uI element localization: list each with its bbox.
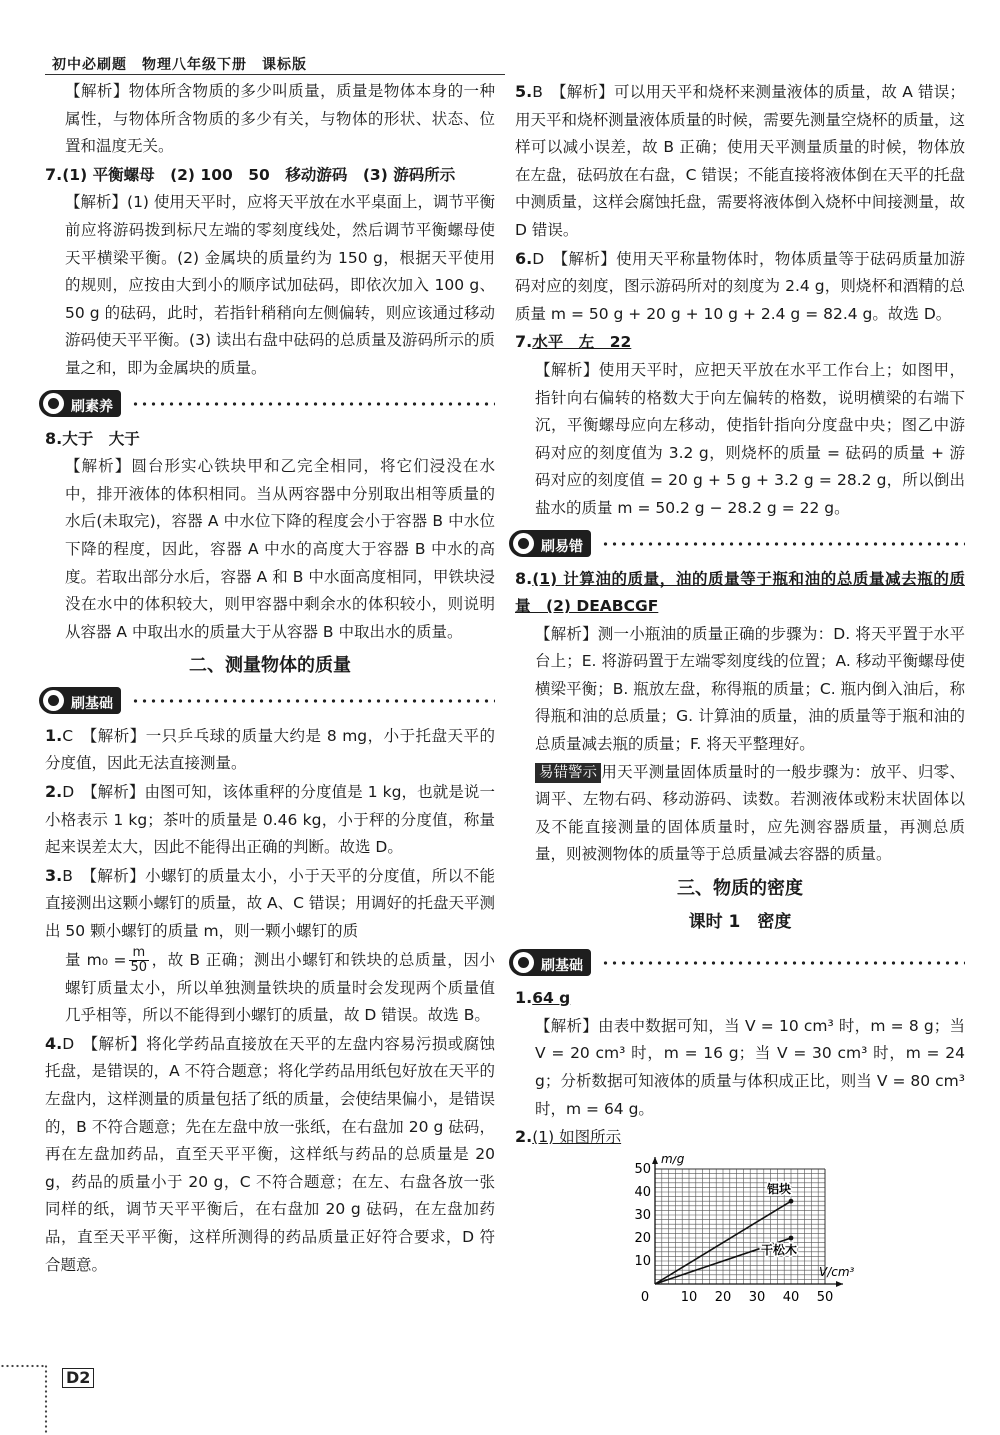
q3-text-b-pre: 量 m₀ = <box>65 950 127 969</box>
r1-explanation: 【解析】由表中数据可知，当 V = 10 cm³ 时，m = 8 g；当 V = 20 cm³ 时，m = 16 g；当 V = 30 cm³ 时，m = 24 g；分析数据可知液体的质量与体积成正比，则当 V = 80 cm³ 时，m = 64 g。 <box>535 1016 965 1118</box>
q6-text: D 【解析】使用天平称量物体时，物体质量等于砝码质量加游码对应的刻度，图示游码所对的刻度为 2.4 g，则烧杯和酒精的总质量 m = 50 g + 20 g + 10 g + 2.4 g = 82.4 g。故选 D。 <box>515 249 965 323</box>
band-badge <box>509 530 591 557</box>
q8-number: 8. <box>45 428 63 448</box>
q5-text: B 【解析】可以用天平和烧杯来测量液体的质量，故 A 错误；用天平和烧杯测量液体质量的时候，需要先测量空烧杯的质量，这样可以减小误差，故 B 正确；使用天平测量质量的时候，物体放在左盘，砝码放在右盘，C 错误；不能直接将液体倒在天平的托盘中测质量，这样会腐蚀托盘，需要将液体倒入烧杯中间接测量，故 D 错误。 <box>515 83 965 239</box>
left-column <box>45 78 495 1279</box>
r2-item <box>515 1123 965 1152</box>
q5-number: 5. <box>515 82 533 101</box>
q7-answer-text: 水平 左 22 <box>532 333 632 352</box>
warning-note <box>515 759 965 869</box>
warning-text: 用天平测量固体质量时的一般步骤为：放平、归零、调平、左物右码、移动游码、读数。若测液体或粉末状固体以及不能直接测量的固体质量时，应先测容器质量，再测总质量，则被测物体的质量等于总质量减去容器的质量。 <box>535 762 965 864</box>
q6-explanation-tail: 【解析】物体所含物质的多少叫质量，质量是物体本身的一种属性，与物体所含物质的多少有关，与物体的形状、状态、位置和温度无关。 <box>65 82 495 156</box>
q6-number: 6. <box>515 248 533 268</box>
q3-item-cont <box>45 946 495 1030</box>
q1-item <box>45 722 495 778</box>
dotted-rule <box>601 542 965 546</box>
band-shua-yi-cuo <box>509 527 965 561</box>
q4-number: 4. <box>45 1033 63 1053</box>
lesson-title: 课时 1 密度 <box>688 911 792 932</box>
dotted-rule <box>131 402 495 406</box>
r2-answer: (1) 如图所示 <box>532 1128 622 1147</box>
q3-text-a: B 【解析】小螺钉的质量太小，小于天平的分度值，所以不能直接测出这颗小螺钉的质量，故 A、C 错误；用调好的托盘天平测出 50 颗小螺钉的质量 m，则一颗小螺钉的质 <box>45 866 495 941</box>
band-shua-ji-chu-2 <box>509 946 965 980</box>
header-rule <box>45 74 505 75</box>
q3-number: 3. <box>45 865 63 885</box>
series-end-point <box>789 1235 794 1240</box>
fraction-numerator: m <box>132 944 146 960</box>
q8-explanation: 【解析】圆台形实心铁块甲和乙完全相同，将它们浸没在水中，排开液体的体积相同。当从两容器中分别取出相等质量的水后(未取完)，容器 A 中水位下降的程度会小于容器 B 中水位下降的程度，因此，容器 A 中水的高度大于容器 B 中水的高度。若取出部分水后，容器 A 和 B 中水面高度相同，甲铁块浸没在水中的体积较大，则甲容器中剩余水的体积较小，则说明从容器 A 中取出水的质量大于从容器 B 中取出水的质量。 <box>65 457 495 641</box>
section-title-mass: 二、测量物体的质量 <box>189 655 351 677</box>
warning-label: 易错警示 <box>535 763 601 783</box>
dotted-rule <box>131 699 495 703</box>
r1-item <box>515 984 965 1013</box>
band-label: 刷素养 <box>71 398 113 415</box>
band-shua-ji-chu <box>39 684 495 718</box>
band-shu-su-yang <box>39 387 495 421</box>
pen-icon <box>43 393 64 414</box>
right-column <box>515 78 965 1315</box>
band-badge <box>39 390 121 417</box>
band-label: 刷基础 <box>541 958 583 975</box>
q7-explanation: 【解析】(1) 使用天平时，应将天平放在水平桌面上，调节平衡前应将游码拨到标尺左端的零刻度线处，然后调节平衡螺母使天平横梁平衡。(2) 金属块的质量约为 150 g，根据天平使用的规则，应按由大到小的顺序试加砝码，即依次加入 100 g、50 g 的砝码，此时，若指针稍稍向左侧偏转，则应该通过移动游码使天平平衡。(3) 读出右盘中砝码的总质量及游码所示的质量之和，即为金属块的质量。 <box>65 193 495 377</box>
y-tick-label: 30 <box>634 1207 651 1223</box>
series-label: 干松木 <box>760 1242 798 1257</box>
q8-number: 8. <box>515 568 533 588</box>
q2-text: D 【解析】由图可知，该体重秤的分度值是 1 kg，也就是说一小格表示 1 kg；茶叶的质量是 0.46 kg，小于秤的分度值，称量起来误差太大，因此不能得出正确的判断。故选 D。 <box>45 783 495 857</box>
x-tick-label: 30 <box>748 1289 766 1305</box>
footer-dotted-rule-vertical <box>44 1364 48 1435</box>
dotted-rule <box>601 961 965 965</box>
fraction-m-over-50 <box>129 946 150 975</box>
q6-item <box>515 245 965 329</box>
y-tick-label: 40 <box>634 1184 651 1200</box>
q5-item <box>515 78 965 245</box>
r2-number: 2. <box>515 1127 533 1147</box>
q7-number: 7. <box>45 164 63 184</box>
pen-icon <box>43 690 64 711</box>
y-tick-label: 20 <box>634 1230 651 1246</box>
band-label: 刷基础 <box>71 695 113 712</box>
q7-answer <box>45 161 495 190</box>
y-axis-label: m/g <box>661 1155 685 1166</box>
footer-dotted-rule <box>0 1364 46 1368</box>
running-header: 初中必刷题 物理八年级下册 课标版 <box>52 57 307 73</box>
q8-item <box>515 565 965 621</box>
q4-item <box>45 1030 495 1279</box>
q3-text-b-post: ，故 B 正确；测出小螺钉和铁块的总质量，因小螺钉质量太小，所以单独测量铁块的质量时会发现两个质量值几乎相等，所以不能得到小螺钉的质量，故 D 错误。故选 B。 <box>65 950 495 1025</box>
x-tick-label: 0 <box>640 1289 650 1305</box>
x-tick-label: 40 <box>782 1289 800 1305</box>
x-tick-label: 20 <box>714 1289 732 1305</box>
q2-item <box>45 778 495 862</box>
series-label: 铝块 <box>766 1181 792 1196</box>
band-badge <box>509 949 591 976</box>
x-tick-label: 10 <box>680 1289 698 1305</box>
page-number: D2 <box>62 1368 94 1388</box>
pen-icon <box>513 533 534 554</box>
q7-answer-text: (1) 平衡螺母 (2) 100 50 移动游码 (3) 游码所示 <box>62 165 456 184</box>
q8-answer-text: 大于 大于 <box>62 429 140 448</box>
pen-icon <box>513 952 534 973</box>
x-axis-arrow <box>836 1281 843 1287</box>
q1-text: C 【解析】一只乒乓球的质量大约是 8 mg，小于托盘天平的分度值，因此无法直接测量。 <box>45 726 495 773</box>
q8-explanation: 【解析】测一小瓶油的质量正确的步骤为：D. 将天平置于水平台上；E. 将游码置于左端零刻度线的位置；A. 移动平衡螺母使横梁平衡；B. 瓶放左盘，称得瓶的质量；C. 瓶内倒入油后，称得瓶和油的总质量；G. 计算油的质量，油的质量等于瓶和油的总质量减去瓶的质量；F. 将天平整理好。 <box>535 624 965 754</box>
x-tick-label: 50 <box>816 1289 834 1305</box>
r1-number: 1. <box>515 988 533 1008</box>
band-badge <box>39 687 121 714</box>
q4-text: D 【解析】将化学药品直接放在天平的左盘内容易污损或腐蚀托盘，是错误的，A 不符合题意；将化学药品用纸包好放在天平的左盘内，这样测量的质量包括了纸的质量，会使结果偏小，是错误的，B 不符合题意；先在左盘中放一张纸，在右盘加 20 g 砝码，再在左盘加药品，直至天平平衡，这样纸与药品的总质量是 20 g，药品的质量小于 20 g，C 不符合题意；在左、右盘各放一张同样的纸，调节天平平衡后，在右盘加 20 g 砝码，在左盘加药品，直至天平平衡，这样所测得的药品质量正好符合要求，D 符合题意。 <box>45 1034 495 1274</box>
q8-answer <box>45 425 495 454</box>
mass-volume-chart-wrap <box>633 1156 965 1316</box>
section-title-density: 三、物质的密度 <box>677 878 803 900</box>
fraction-denominator: 50 <box>130 959 148 975</box>
q8-answer-text: (1) 计算油的质量，油的质量等于瓶和油的总质量减去瓶的质量 (2) DEABCGF <box>515 569 965 616</box>
y-axis-arrow <box>652 1157 658 1164</box>
band-label: 刷易错 <box>541 538 583 555</box>
q3-item <box>45 862 495 946</box>
mass-volume-chart <box>633 1156 863 1306</box>
r1-answer: 64 g <box>532 989 571 1008</box>
series-end-point <box>789 1199 794 1204</box>
q7-number: 7. <box>515 332 533 352</box>
q7-explanation: 【解析】使用天平时，应把天平放在水平工作台上；如图甲，指针向右偏转的格数大于向左偏转的格数，说明横梁的右端下沉，平衡螺母应向左移动，使指针指向分度盘中央；图乙中游码对应的刻度值为 3.2 g，则烧杯的质量 = 砝码的质量 + 游码对应的刻度值 = 20 g + 5 g + 3.2 g = 28.2 g，所以倒出盐水的质量 m = 50.2 g − 28.2 g = 22 g。 <box>535 360 965 517</box>
q1-number: 1. <box>45 725 63 745</box>
y-tick-label: 10 <box>634 1253 651 1269</box>
x-axis-label: V/cm³ <box>819 1264 855 1279</box>
q2-number: 2. <box>45 782 63 802</box>
q7-item <box>515 328 965 357</box>
y-tick-label: 50 <box>634 1161 651 1177</box>
